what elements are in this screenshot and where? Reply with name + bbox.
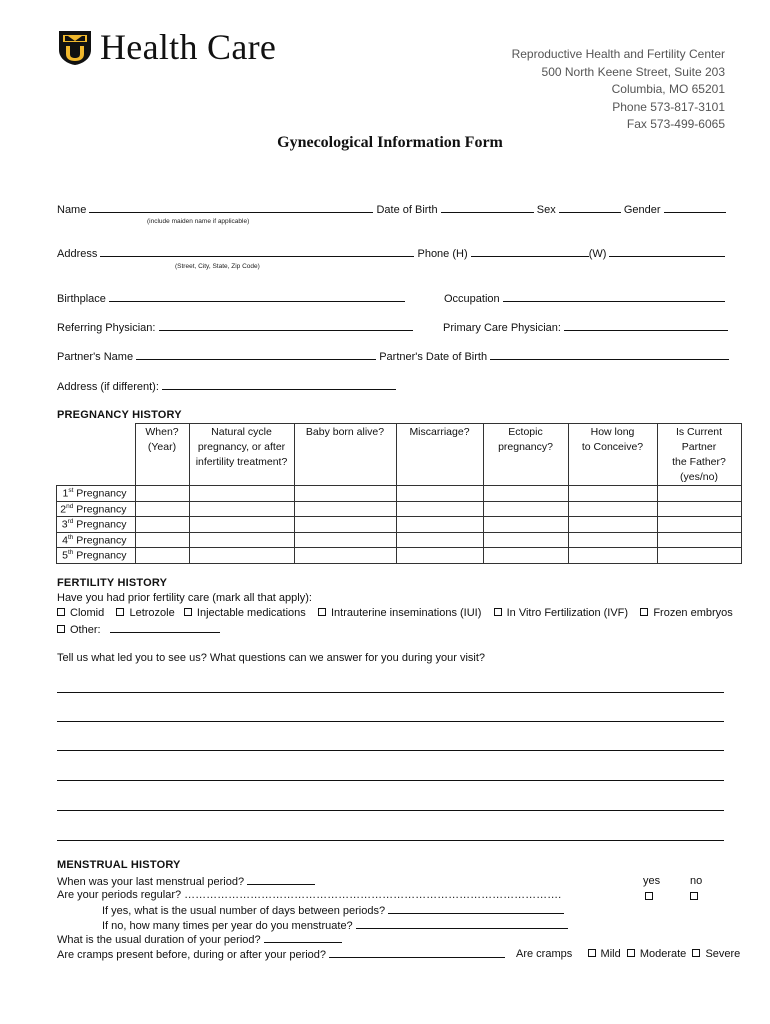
- if-no-field[interactable]: [356, 919, 568, 929]
- last-period-field[interactable]: [247, 875, 315, 885]
- table-row: [57, 548, 742, 564]
- row-label: 2nd Pregnancy: [57, 501, 136, 517]
- answer-line[interactable]: [57, 721, 724, 722]
- birthplace-field[interactable]: [109, 292, 405, 302]
- cramps-question: Are cramps present before, during or after your period?: [57, 949, 327, 961]
- option-injectable[interactable]: Injectable medications: [184, 607, 306, 619]
- cramps-row: [57, 948, 505, 961]
- option-severe[interactable]: Severe: [692, 948, 740, 960]
- col-natural-cycle: Natural cycle pregnancy, or after infertility treatment?: [189, 424, 294, 486]
- table-row: [57, 486, 742, 502]
- cell[interactable]: [189, 532, 294, 548]
- option-mild[interactable]: Mild: [588, 948, 621, 960]
- referring-field[interactable]: [159, 321, 413, 331]
- regular-yes-checkbox[interactable]: [645, 891, 658, 903]
- checkbox-icon[interactable]: [116, 608, 124, 616]
- cell[interactable]: [483, 517, 568, 533]
- cell[interactable]: [396, 517, 483, 533]
- corner-cell: [57, 424, 136, 486]
- referring-row: [57, 321, 413, 334]
- cell[interactable]: [657, 501, 741, 517]
- cell[interactable]: [657, 532, 741, 548]
- sex-label: Sex: [536, 204, 556, 216]
- row-label: 5th Pregnancy: [57, 548, 136, 564]
- primary-label: Primary Care Physician:: [443, 322, 561, 334]
- cell[interactable]: [189, 548, 294, 564]
- address-diff-row: [57, 380, 396, 393]
- name-row: [57, 203, 726, 216]
- option-clomid[interactable]: Clomid: [57, 607, 104, 619]
- address-line: Fax 573-499-6065: [626, 117, 725, 131]
- address-note: (Street, City, State, Zip Code): [175, 263, 260, 270]
- checkbox-icon[interactable]: [57, 608, 65, 616]
- partner-row: [57, 350, 729, 363]
- cell[interactable]: [294, 501, 396, 517]
- phone-h-field[interactable]: [471, 247, 589, 257]
- checkbox-icon[interactable]: [184, 608, 192, 616]
- phone-h-label: Phone (H): [417, 248, 468, 260]
- address-line: Columbia, MO 65201: [611, 82, 725, 96]
- cramps-severity-row: [516, 948, 740, 960]
- fertility-other-row: [57, 623, 220, 636]
- visit-question: Tell us what led you to see us? What questions can we answer for you during your visit?: [57, 652, 486, 664]
- partner-name-field[interactable]: [136, 350, 376, 360]
- fertility-options: [57, 607, 733, 619]
- checkbox-icon[interactable]: [640, 608, 648, 616]
- option-letrozole[interactable]: Letrozole: [116, 607, 174, 619]
- col-miscarriage: Miscarriage?: [396, 424, 483, 486]
- dob-label: Date of Birth: [376, 204, 438, 216]
- row-label: 1st Pregnancy: [57, 486, 136, 502]
- cramps-label: Are cramps: [516, 948, 573, 960]
- cell[interactable]: [483, 486, 568, 502]
- answer-line[interactable]: [57, 840, 724, 841]
- address-diff-field[interactable]: [162, 380, 396, 390]
- row-label: 3rd Pregnancy: [57, 517, 136, 533]
- gender-field[interactable]: [664, 203, 726, 213]
- cell[interactable]: [294, 517, 396, 533]
- cell[interactable]: [189, 486, 294, 502]
- regular-question: Are your periods regular? ………………………………………………………………………………………….: [57, 889, 562, 901]
- option-frozen[interactable]: Frozen embryos: [640, 607, 732, 619]
- cell[interactable]: [396, 486, 483, 502]
- partner-dob-field[interactable]: [490, 350, 729, 360]
- col-when: When? (Year): [135, 424, 189, 486]
- if-no-row: [102, 919, 568, 932]
- if-no-label: If no, how many times per year do you menstruate?: [102, 920, 353, 932]
- brand-text: Health Care: [100, 27, 277, 67]
- row-label: 4th Pregnancy: [57, 532, 136, 548]
- sex-field[interactable]: [559, 203, 621, 213]
- pregnancy-table: [56, 423, 742, 564]
- cell[interactable]: [483, 548, 568, 564]
- last-period-label: When was your last menstrual period?: [57, 876, 245, 888]
- option-iui[interactable]: Intrauterine inseminations (IUI): [318, 607, 481, 619]
- fertility-prompt: Have you had prior fertility care (mark all that apply):: [57, 592, 312, 604]
- if-yes-field[interactable]: [388, 904, 564, 914]
- option-ivf[interactable]: In Vitro Fertilization (IVF): [494, 607, 628, 619]
- occupation-field[interactable]: [503, 292, 725, 302]
- cramps-field[interactable]: [329, 948, 505, 958]
- checkbox-icon[interactable]: [627, 949, 635, 957]
- cell[interactable]: [396, 548, 483, 564]
- mu-logo-icon: [58, 30, 92, 64]
- form-title: Gynecological Information Form: [277, 134, 503, 151]
- table-row: [57, 532, 742, 548]
- address-field[interactable]: [100, 247, 414, 257]
- cell[interactable]: [568, 532, 657, 548]
- birthplace-row: [57, 292, 405, 305]
- pregnancy-heading: PREGNANCY HISTORY: [57, 409, 182, 421]
- if-yes-row: [102, 904, 564, 917]
- regular-no-checkbox[interactable]: [690, 891, 703, 903]
- answer-line[interactable]: [57, 810, 724, 811]
- checkbox-icon[interactable]: [318, 608, 326, 616]
- other-field[interactable]: [110, 623, 220, 633]
- dob-field[interactable]: [441, 203, 534, 213]
- other-label: Other:: [70, 624, 101, 636]
- checkbox-icon[interactable]: [57, 625, 65, 633]
- address-row: [57, 247, 725, 260]
- cell[interactable]: [189, 517, 294, 533]
- table-header-row: [57, 424, 742, 486]
- yes-label: yes: [643, 875, 661, 887]
- primary-row: [443, 321, 728, 334]
- address-diff-label: Address (if different):: [57, 381, 159, 393]
- table-row: [57, 501, 742, 517]
- cell[interactable]: [294, 532, 396, 548]
- address-line: Phone 573-817-3101: [612, 99, 725, 114]
- cell[interactable]: [294, 486, 396, 502]
- clinic-address: [512, 46, 725, 134]
- address-line: Reproductive Health and Fertility Center: [511, 47, 725, 61]
- fertility-heading: FERTILITY HISTORY: [57, 577, 168, 589]
- cell[interactable]: [135, 548, 189, 564]
- no-label: no: [690, 875, 703, 887]
- last-period-row: [57, 875, 315, 888]
- cell[interactable]: [135, 486, 189, 502]
- checkbox-icon[interactable]: [690, 892, 698, 900]
- cell[interactable]: [483, 501, 568, 517]
- cell[interactable]: [396, 532, 483, 548]
- cell[interactable]: [396, 501, 483, 517]
- occupation-label: Occupation: [444, 293, 500, 305]
- if-yes-label: If yes, what is the usual number of days between periods?: [102, 905, 386, 917]
- gender-label: Gender: [623, 204, 661, 216]
- col-born-alive: Baby born alive?: [294, 424, 396, 486]
- table-row: [57, 517, 742, 533]
- name-label: Name: [57, 204, 87, 216]
- cell[interactable]: [135, 501, 189, 517]
- address-line: 500 North Keene Street, Suite 203: [541, 64, 725, 79]
- address-label: Address: [57, 248, 98, 260]
- col-how-long: How long to Conceive?: [568, 424, 657, 486]
- partner-dob-label: Partner's Date of Birth: [379, 351, 488, 363]
- cell[interactable]: [135, 517, 189, 533]
- occupation-row: [444, 292, 725, 305]
- cell[interactable]: [568, 501, 657, 517]
- cell[interactable]: [657, 517, 741, 533]
- phone-w-label: (W): [588, 248, 607, 260]
- checkbox-icon[interactable]: [692, 949, 700, 957]
- duration-row: [57, 933, 342, 946]
- cell[interactable]: [657, 486, 741, 502]
- birthplace-label: Birthplace: [57, 293, 106, 305]
- cell[interactable]: [294, 548, 396, 564]
- name-field[interactable]: [89, 203, 373, 213]
- cell[interactable]: [189, 501, 294, 517]
- cell[interactable]: [483, 532, 568, 548]
- partner-name-label: Partner's Name: [57, 351, 134, 363]
- duration-label: What is the usual duration of your period?: [57, 934, 261, 946]
- menstrual-heading: MENSTRUAL HISTORY: [57, 859, 181, 871]
- cell[interactable]: [568, 517, 657, 533]
- cell[interactable]: [568, 548, 657, 564]
- cell[interactable]: [135, 532, 189, 548]
- answer-line[interactable]: [57, 692, 724, 693]
- checkbox-icon[interactable]: [588, 949, 596, 957]
- duration-field[interactable]: [264, 933, 342, 943]
- referring-label: Referring Physician:: [57, 322, 156, 334]
- col-current-partner: Is Current Partner the Father? (yes/no): [657, 424, 741, 486]
- cell[interactable]: [657, 548, 741, 564]
- answer-line[interactable]: [57, 750, 724, 751]
- name-note: (include maiden name if applicable): [147, 218, 250, 225]
- option-moderate[interactable]: Moderate: [627, 948, 686, 960]
- phone-w-field[interactable]: [609, 247, 725, 257]
- cell[interactable]: [568, 486, 657, 502]
- col-ectopic: Ectopic pregnancy?: [483, 424, 568, 486]
- primary-field[interactable]: [564, 321, 728, 331]
- checkbox-icon[interactable]: [645, 892, 653, 900]
- answer-line[interactable]: [57, 780, 724, 781]
- checkbox-icon[interactable]: [494, 608, 502, 616]
